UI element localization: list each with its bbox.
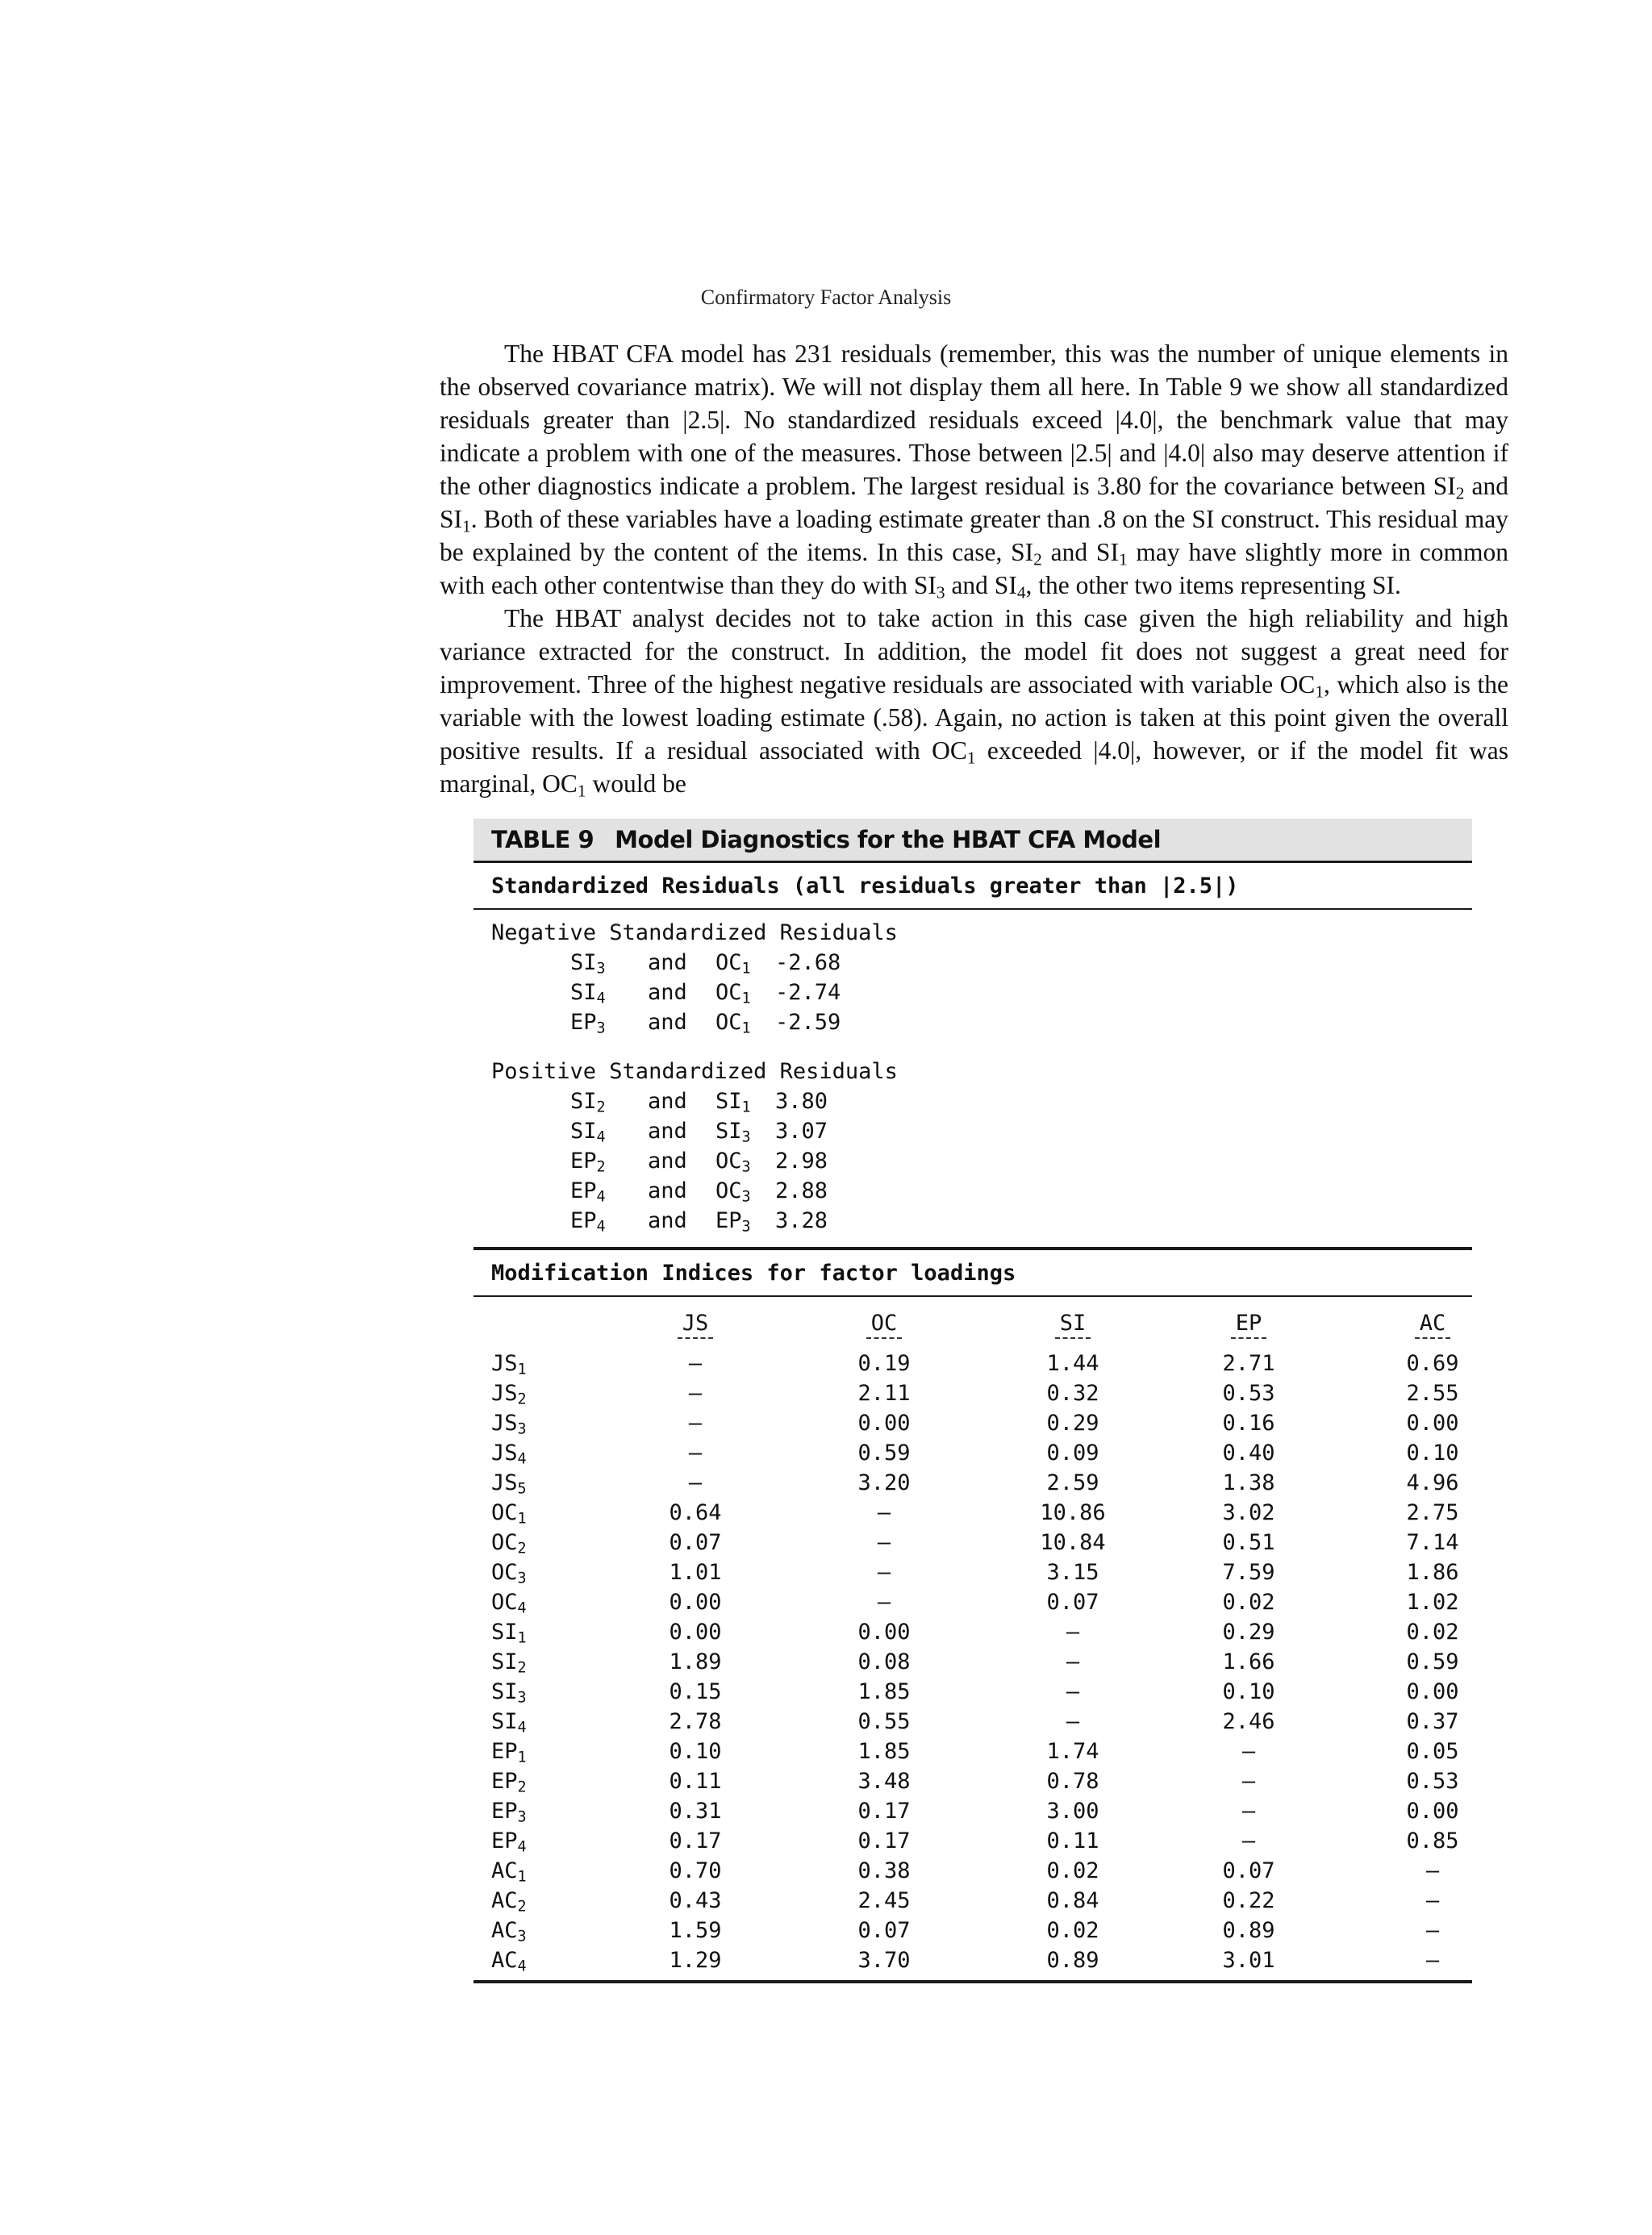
table-cell: 0.59 <box>1406 1649 1459 1674</box>
row-label: $SI_1$ <box>491 1620 527 1647</box>
column-header <box>1211 1311 1287 1339</box>
column-header <box>1035 1311 1111 1339</box>
residual-row <box>473 1146 1472 1176</box>
variable-b: $OC_3$ <box>715 1149 751 1176</box>
table-cell: 1.59 <box>669 1918 722 1943</box>
positive-residuals-heading: Positive Standardized Residuals <box>491 1059 898 1084</box>
row-label: $JS_3$ <box>491 1411 527 1438</box>
table-cell: 3.15 <box>1046 1560 1099 1585</box>
table-cell: 0.17 <box>857 1828 911 1853</box>
table-header <box>473 819 1472 863</box>
residual-value: -2.74 <box>775 980 841 1005</box>
row-label: $EP_1$ <box>491 1739 527 1766</box>
variable-b: $OC_1$ <box>715 1010 751 1037</box>
residual-row <box>473 1206 1472 1236</box>
table-cell: 0.02 <box>1406 1620 1459 1645</box>
residual-value: 2.88 <box>775 1178 828 1203</box>
table-cell: 3.48 <box>857 1769 911 1794</box>
table-cell: 0.55 <box>857 1709 911 1734</box>
table-row <box>473 1766 1472 1796</box>
row-label: $JS_1$ <box>491 1351 527 1378</box>
row-label: $JS_4$ <box>491 1441 527 1468</box>
rule <box>473 908 1472 910</box>
table-cell: 0.78 <box>1046 1769 1099 1794</box>
table-cell: 0.89 <box>1222 1918 1275 1943</box>
table-cell: — <box>877 1530 891 1555</box>
table-cell: 0.10 <box>1406 1441 1459 1466</box>
residual-value: 3.28 <box>775 1208 828 1233</box>
table-cell: 2.75 <box>1406 1500 1459 1525</box>
table-cell: — <box>1066 1709 1080 1734</box>
table-cell: — <box>1066 1620 1080 1645</box>
residuals-section-title: Standardized Residuals (all residuals greater than |2.5|) <box>491 874 1239 899</box>
table-cell: 0.38 <box>857 1858 911 1883</box>
running-head: Confirmatory Factor Analysis <box>700 286 952 309</box>
table-cell: — <box>877 1590 891 1615</box>
connector: and <box>648 1149 687 1174</box>
variable-a: $SI_3$ <box>570 950 606 978</box>
table-cell: 0.00 <box>669 1620 722 1645</box>
variable-b: $OC_3$ <box>715 1178 751 1206</box>
table-cell: — <box>1241 1799 1256 1824</box>
table-cell: 0.16 <box>1222 1411 1275 1436</box>
table-cell: 0.10 <box>1222 1679 1275 1704</box>
table-cell: 0.64 <box>669 1500 722 1525</box>
table-row <box>473 1378 1472 1408</box>
table-cell: 2.78 <box>669 1709 722 1734</box>
row-label: $OC_2$ <box>491 1530 527 1557</box>
residual-row <box>473 1007 1472 1037</box>
table-cell: 0.37 <box>1406 1709 1459 1734</box>
table-cell: 0.89 <box>1046 1948 1099 1973</box>
table-cell: 0.00 <box>857 1411 911 1436</box>
variable-a: $SI_2$ <box>570 1089 606 1116</box>
table-row <box>473 1856 1472 1886</box>
table-cell: 0.00 <box>1406 1799 1459 1824</box>
row-label: $OC_3$ <box>491 1560 527 1587</box>
column-header-label: EP <box>1231 1311 1267 1339</box>
row-label: $SI_2$ <box>491 1649 527 1677</box>
table-cell: 0.70 <box>669 1858 722 1883</box>
row-label: $SI_3$ <box>491 1679 527 1707</box>
rule <box>473 1980 1472 1983</box>
connector: and <box>648 1178 687 1203</box>
table-row <box>473 1468 1472 1498</box>
table-cell: — <box>1425 1948 1440 1973</box>
table-cell: 1.02 <box>1406 1590 1459 1615</box>
table-cell: 1.66 <box>1222 1649 1275 1674</box>
residual-value: 3.07 <box>775 1119 828 1144</box>
table-cell: 2.55 <box>1406 1381 1459 1406</box>
table-cell: 0.07 <box>669 1530 722 1555</box>
table-cell: — <box>688 1411 703 1436</box>
table-cell: 0.02 <box>1222 1590 1275 1615</box>
table-cell: 0.84 <box>1046 1888 1099 1913</box>
table-cell: 4.96 <box>1406 1470 1459 1495</box>
table-row <box>473 1707 1472 1737</box>
table-cell: 1.38 <box>1222 1470 1275 1495</box>
row-label: $EP_2$ <box>491 1769 527 1796</box>
column-header-label: OC <box>866 1311 903 1339</box>
connector: and <box>648 1119 687 1144</box>
residual-value: 2.98 <box>775 1149 828 1174</box>
table-cell: — <box>688 1470 703 1495</box>
residual-value: -2.59 <box>775 1010 841 1035</box>
table-row <box>473 1498 1472 1528</box>
table-cell: — <box>1425 1888 1440 1913</box>
table-title: Model Diagnostics for the HBAT CFA Model <box>615 826 1162 853</box>
table-cell: — <box>688 1441 703 1466</box>
mi-section-title: Modification Indices for factor loadings <box>491 1261 1016 1286</box>
table-row <box>473 1617 1472 1647</box>
column-header-label: SI <box>1055 1311 1091 1339</box>
variable-a: $EP_4$ <box>570 1178 606 1206</box>
variable-a: $SI_4$ <box>570 1119 606 1146</box>
table-cell: — <box>1425 1918 1440 1943</box>
table-row <box>473 1945 1472 1975</box>
table-cell: 0.43 <box>669 1888 722 1913</box>
table-cell: 1.89 <box>669 1649 722 1674</box>
table-cell: 7.59 <box>1222 1560 1275 1585</box>
table-row <box>473 1826 1472 1856</box>
table-cell: 3.00 <box>1046 1799 1099 1824</box>
residual-row <box>473 1176 1472 1206</box>
table-cell: 0.02 <box>1046 1858 1099 1883</box>
variable-a: $SI_4$ <box>570 980 606 1007</box>
variable-b: $OC_1$ <box>715 980 751 1007</box>
column-header <box>657 1311 733 1339</box>
table-cell: — <box>877 1500 891 1525</box>
table-cell: 0.53 <box>1222 1381 1275 1406</box>
connector: and <box>648 1089 687 1114</box>
table-cell: 10.86 <box>1040 1500 1106 1525</box>
negative-residuals-list <box>473 948 1472 1037</box>
table-cell: — <box>1425 1858 1440 1883</box>
table-cell: 0.07 <box>1046 1590 1099 1615</box>
table-cell: — <box>1241 1828 1256 1853</box>
table-cell: 3.02 <box>1222 1500 1275 1525</box>
table-cell: 10.84 <box>1040 1530 1106 1555</box>
table-cell: 3.01 <box>1222 1948 1275 1973</box>
row-label: $SI_4$ <box>491 1709 527 1737</box>
table-number: TABLE 9 <box>491 826 594 853</box>
table-cell: 0.02 <box>1046 1918 1099 1943</box>
variable-a: $EP_3$ <box>570 1010 606 1037</box>
table-row <box>473 1886 1472 1916</box>
row-label: $EP_4$ <box>491 1828 527 1856</box>
residual-row <box>473 1116 1472 1146</box>
table-cell: 7.14 <box>1406 1530 1459 1555</box>
table-cell: — <box>1066 1649 1080 1674</box>
row-label: $OC_1$ <box>491 1500 527 1528</box>
table-cell: 0.40 <box>1222 1441 1275 1466</box>
table-cell: 1.01 <box>669 1560 722 1585</box>
row-label: $OC_4$ <box>491 1590 527 1617</box>
table-cell: 0.00 <box>857 1620 911 1645</box>
row-label: $EP_3$ <box>491 1799 527 1826</box>
table-cell: 0.09 <box>1046 1441 1099 1466</box>
column-header-label: JS <box>678 1311 714 1339</box>
negative-residuals-heading: Negative Standardized Residuals <box>491 920 898 945</box>
table-row <box>473 1438 1472 1468</box>
table-row <box>473 1408 1472 1438</box>
row-label: $AC_2$ <box>491 1888 527 1916</box>
table-cell: 2.45 <box>857 1888 911 1913</box>
residual-value: 3.80 <box>775 1089 828 1114</box>
variable-b: $OC_1$ <box>715 950 751 978</box>
table-cell: 1.85 <box>857 1679 911 1704</box>
paragraph: The HBAT analyst decides not to take action in this case given the high reliability and high variance extracted for the construct. In addition, the model fit does not suggest a great need for improvement. Three of the highest negative residuals are associated with variable $OC_1$, which also is the variable with the lowest loading estimate (.58). Again, no action is taken at this point given the overall positive results. If a residual associated with $OC_1$ exceeded |4.0|, however, or if the model fit was marginal, $OC_1$ would be <box>440 604 1508 801</box>
table-row <box>473 1737 1472 1766</box>
table-cell: 3.70 <box>857 1948 911 1973</box>
table-cell: 0.05 <box>1406 1739 1459 1764</box>
table-cell: 0.32 <box>1046 1381 1099 1406</box>
variable-a: $EP_2$ <box>570 1149 606 1176</box>
table-row <box>473 1916 1472 1945</box>
table-cell: 0.19 <box>857 1351 911 1376</box>
row-label: $JS_5$ <box>491 1470 527 1498</box>
connector: and <box>648 980 687 1005</box>
column-header-label: AC <box>1415 1311 1451 1339</box>
table-cell: 0.00 <box>669 1590 722 1615</box>
variable-b: $SI_1$ <box>715 1089 751 1116</box>
residual-value: -2.68 <box>775 950 841 975</box>
residual-row <box>473 1086 1472 1116</box>
body-text <box>440 337 1508 800</box>
mi-column-headers <box>473 1297 1472 1342</box>
table-cell: 1.86 <box>1406 1560 1459 1585</box>
mi-table-body <box>473 1342 1472 1980</box>
row-label: $AC_4$ <box>491 1948 527 1975</box>
table-cell: — <box>877 1560 891 1585</box>
connector: and <box>648 1208 687 1233</box>
residual-row <box>473 978 1472 1007</box>
row-label: $AC_1$ <box>491 1858 527 1886</box>
table-row <box>473 1349 1472 1378</box>
table-row <box>473 1677 1472 1707</box>
table-cell: — <box>1241 1739 1256 1764</box>
table-cell: 0.15 <box>669 1679 722 1704</box>
variable-b: $SI_3$ <box>715 1119 751 1146</box>
table-cell: 1.74 <box>1046 1739 1099 1764</box>
column-header <box>846 1311 922 1339</box>
residual-row <box>473 948 1472 978</box>
table-cell: 0.22 <box>1222 1888 1275 1913</box>
table-cell: 0.17 <box>857 1799 911 1824</box>
variable-a: $EP_4$ <box>570 1208 606 1236</box>
table-cell: — <box>1241 1769 1256 1794</box>
table-cell: 3.20 <box>857 1470 911 1495</box>
table-cell: 0.11 <box>1046 1828 1099 1853</box>
table-cell: 2.71 <box>1222 1351 1275 1376</box>
table-cell: 1.85 <box>857 1739 911 1764</box>
column-header <box>1395 1311 1471 1339</box>
table-cell: 0.10 <box>669 1739 722 1764</box>
table-cell: 0.07 <box>1222 1858 1275 1883</box>
table-cell: 2.46 <box>1222 1709 1275 1734</box>
row-label: $JS_2$ <box>491 1381 527 1408</box>
table-cell: 0.29 <box>1046 1411 1099 1436</box>
table-cell: 0.11 <box>669 1769 722 1794</box>
table-cell: 0.29 <box>1222 1620 1275 1645</box>
table-cell: — <box>688 1381 703 1406</box>
table-cell: 0.07 <box>857 1918 911 1943</box>
positive-residuals-list <box>473 1086 1472 1236</box>
table-cell: 0.08 <box>857 1649 911 1674</box>
table-cell: — <box>1066 1679 1080 1704</box>
paragraph: The HBAT CFA model has 231 residuals (remember, this was the number of unique elements in the observed covariance matrix). We will not display them all here. In Table 9 we show all standardized residuals greater than |2.5|. No standardized residuals exceed |4.0|, the benchmark value that may indicate a problem with one of the measures. Those between |2.5| and |4.0| also may deserve attention if the other diagnostics indicate a problem. The largest residual is 3.80 for the covariance between $SI_2$ and $SI_1$. Both of these variables have a loading estimate greater than .8 on the SI construct. This residual may be explained by the content of the items. In this case, $SI_2$ and $SI_1$ may have slightly more in common with each other contentwise than they do with $SI_3$ and $SI_4$, the other two items representing SI. <box>440 340 1509 603</box>
table-cell: 1.44 <box>1046 1351 1099 1376</box>
table-cell: 0.51 <box>1222 1530 1275 1555</box>
table-cell: 1.29 <box>669 1948 722 1973</box>
table-row <box>473 1647 1472 1677</box>
table-cell: 0.53 <box>1406 1769 1459 1794</box>
table-cell: 0.00 <box>1406 1411 1459 1436</box>
table-9 <box>473 819 1472 1983</box>
variable-b: $EP_3$ <box>715 1208 751 1236</box>
table-cell: 0.00 <box>1406 1679 1459 1704</box>
row-label: $AC_3$ <box>491 1918 527 1945</box>
table-cell: 2.59 <box>1046 1470 1099 1495</box>
table-row <box>473 1528 1472 1557</box>
table-row <box>473 1587 1472 1617</box>
table-cell: 0.17 <box>669 1828 722 1853</box>
connector: and <box>648 950 687 975</box>
table-cell: 0.31 <box>669 1799 722 1824</box>
table-cell: 0.59 <box>857 1441 911 1466</box>
table-cell: 0.85 <box>1406 1828 1459 1853</box>
table-cell: 0.69 <box>1406 1351 1459 1376</box>
connector: and <box>648 1010 687 1035</box>
table-cell: 2.11 <box>857 1381 911 1406</box>
table-cell: — <box>688 1351 703 1376</box>
table-row <box>473 1796 1472 1826</box>
table-row <box>473 1557 1472 1587</box>
